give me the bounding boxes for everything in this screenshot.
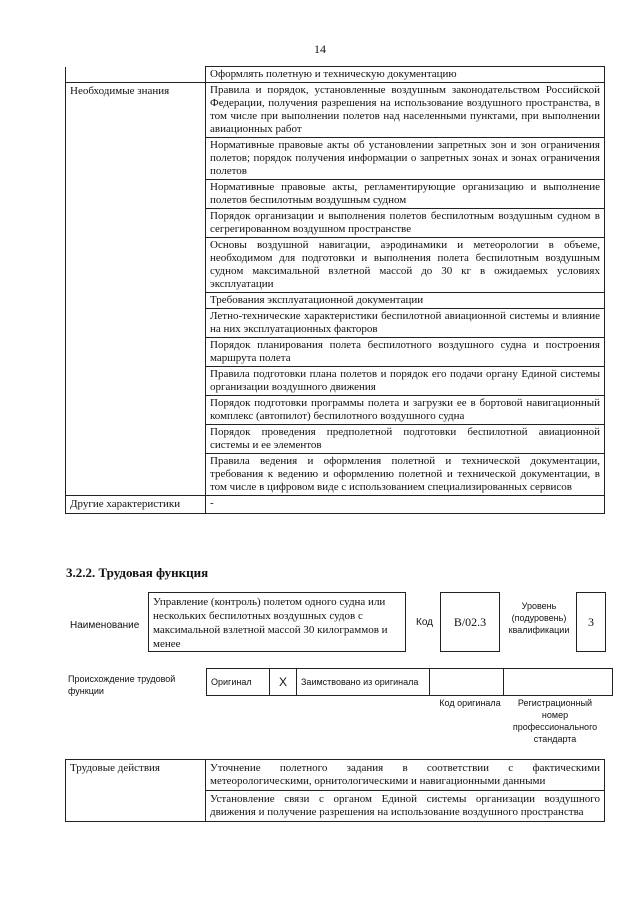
knowledge-item: Требования эксплуатационной документации xyxy=(206,293,605,309)
origin-table xyxy=(206,668,613,696)
table-row xyxy=(66,760,605,791)
action-item: Уточнение полетного задания в соответствии с фактическими метеорологическими, орнитологическими и навигационными данными xyxy=(206,760,605,791)
naming-label: Наименование xyxy=(70,620,140,631)
code-label: Код xyxy=(416,617,434,628)
knowledge-item: Правила и порядок, установленные воздушным законодательством Российской Федерации, получения разрешения на использование воздушного пространства, в том числе при выполнении полетов над населенными пунктами, при выполнении авиационных работ xyxy=(206,83,605,138)
table-row xyxy=(66,67,605,83)
reg-number-cell xyxy=(504,669,613,696)
function-name-box: Управление (контроль) полетом одного судна или нескольких беспилотных воздушных судов с максимальной взлетной массой 30 килограммов и менее xyxy=(148,592,406,652)
skill-text: Оформлять полетную и техническую документацию xyxy=(206,67,605,83)
empty-label-cell xyxy=(66,67,206,83)
action-item: Установление связи с органом Единой системы организации воздушного движения и получение разрешения на использование воздушного пространства xyxy=(206,791,605,822)
knowledge-item: Основы воздушной навигации, аэродинамики и метеорологии в объеме, необходимом для подготовки и выполнения полета беспилотным воздушным судном максимальной взлетной массой до 30 кг в ожидаемых условиях эксплуатации xyxy=(206,238,605,293)
table-row xyxy=(66,496,605,514)
other-characteristics-value: - xyxy=(206,496,605,514)
borrowed-label: Заимствовано из оригинала xyxy=(297,669,430,696)
knowledge-item: Нормативные правовые акты, регламентирующие организацию и выполнение полетов беспилотным воздушным судном xyxy=(206,180,605,209)
original-label: Оригинал xyxy=(207,669,270,696)
origin-label: Происхождение трудовой функции xyxy=(68,674,176,696)
reg-number-label: Регистрационный номер профессионального стандарта xyxy=(512,698,598,744)
actions-table xyxy=(65,759,605,822)
knowledge-table xyxy=(65,66,605,514)
original-mark: X xyxy=(270,669,297,696)
knowledge-label: Необходимые знания xyxy=(66,83,206,496)
knowledge-item: Нормативные правовые акты об установлении запретных зон и зон ограничения полетов; порядок получения информации о запретных зонах и зонах ограничения полетов xyxy=(206,138,605,180)
knowledge-item: Правила подготовки плана полетов и порядок его подачи органу Единой системы организации воздушного движения xyxy=(206,367,605,396)
knowledge-item: Порядок планирования полета беспилотного воздушного судна и построения маршрута полета xyxy=(206,338,605,367)
section-heading: 3.2.2. Трудовая функция xyxy=(66,565,209,580)
page-number: 14 xyxy=(314,42,326,56)
knowledge-item: Правила ведения и оформления полетной и технической документации, требования к ведению и оформлению полетной и технической документации, в том числе в цифровом виде с использованием специализированных сервисов xyxy=(206,454,605,496)
origin-code-label: Код оригинала xyxy=(439,698,501,708)
knowledge-item: Порядок подготовки программы полета и загрузки ее в бортовой навигационный комплекс (автопилот) беспилотного воздушного судна xyxy=(206,396,605,425)
table-row xyxy=(66,83,605,138)
qualification-level-label: Уровень (подуровень) квалификации xyxy=(508,601,570,635)
knowledge-item: Летно-технические характеристики беспилотной авиационной системы и влияние на них эксплуатационных факторов xyxy=(206,309,605,338)
function-code-box: B/02.3 xyxy=(440,592,500,652)
other-characteristics-label: Другие характеристики xyxy=(66,496,206,514)
knowledge-item: Порядок организации и выполнения полетов беспилотным воздушным судном в сегрегированном воздушном пространстве xyxy=(206,209,605,238)
actions-label: Трудовые действия xyxy=(66,760,206,822)
qualification-level-box: 3 xyxy=(576,592,606,652)
origin-code-cell xyxy=(430,669,504,696)
knowledge-item: Порядок проведения предполетной подготовки беспилотной авиационной системы и ее элементов xyxy=(206,425,605,454)
table-row xyxy=(207,669,613,696)
